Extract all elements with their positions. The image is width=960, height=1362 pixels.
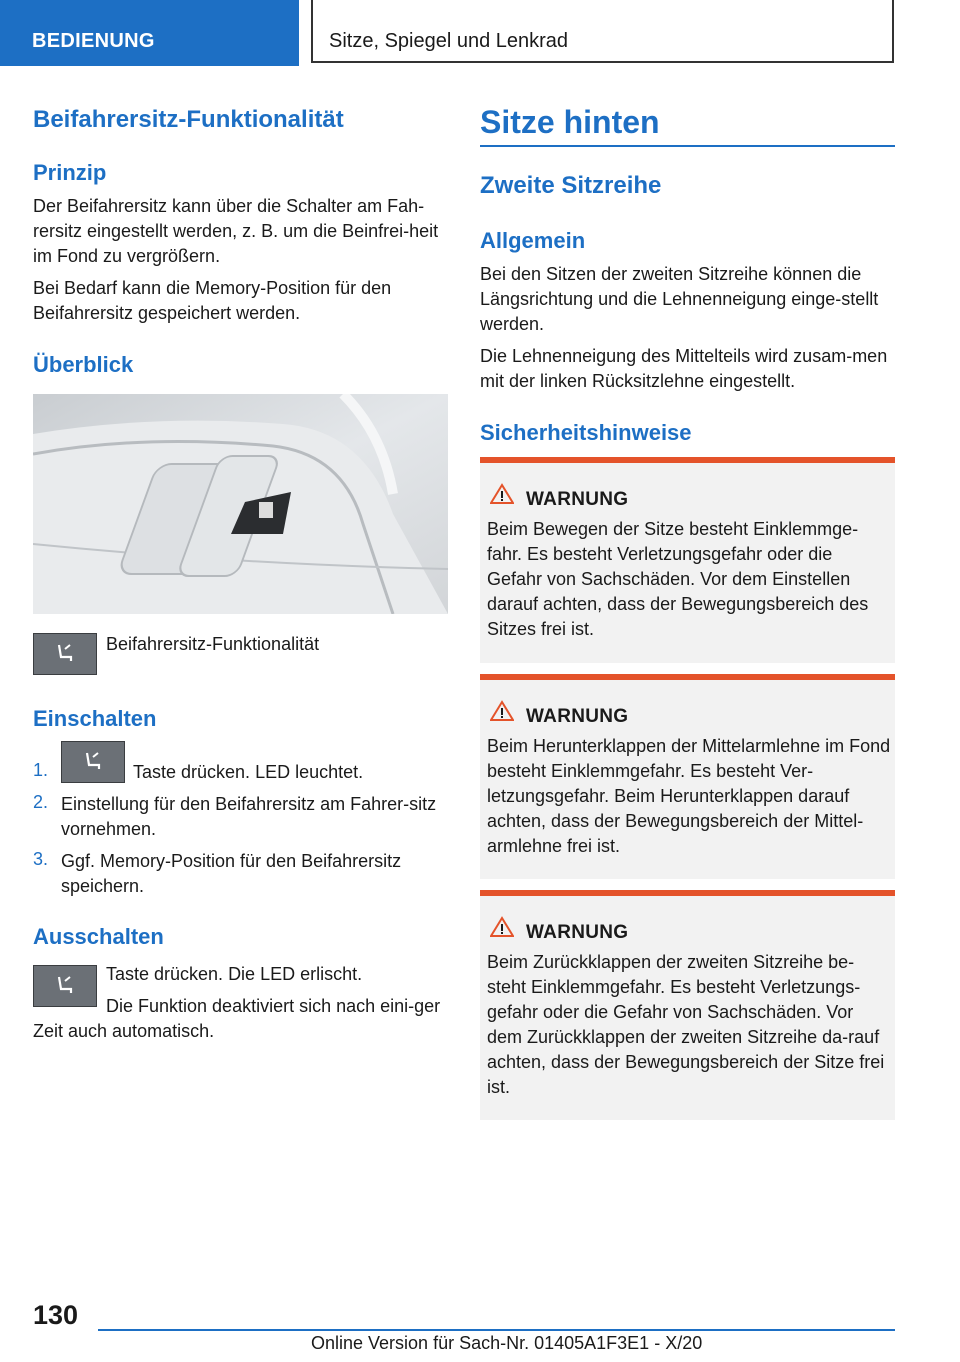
- seat-button-icon: [33, 633, 97, 675]
- warning-box: [480, 674, 895, 879]
- warning-box: [480, 890, 895, 1120]
- ausschalten-paragraph-2: Die Funktion deaktiviert sich nach eini-ger Zeit auch automatisch.: [33, 996, 441, 1041]
- einschalten-heading: Einschalten: [33, 706, 157, 731]
- ausschalten-paragraph-1: Taste drücken. Die LED erlischt.: [106, 964, 363, 984]
- image-caption: Beifahrersitz-Funktionalität: [106, 634, 320, 654]
- warning-triangle-icon: [490, 483, 514, 505]
- section-label: BEDIENUNG: [32, 30, 155, 52]
- prinzip-heading: Prinzip: [33, 160, 107, 185]
- step-text: Ggf. Memory-Position für den Beifahrersitz speichern.: [61, 851, 402, 896]
- ueberblick-heading: Überblick: [33, 352, 134, 377]
- warning-title: WARNUNG: [526, 922, 629, 943]
- section-title: Beifahrersitz-Funktionalität: [33, 106, 344, 133]
- allgemein-heading: Allgemein: [480, 228, 586, 253]
- prinzip-paragraph-2: Bei Bedarf kann die Memory-Position für den Beifahrersitz gespeichert werden.: [33, 278, 392, 323]
- main-title: Sitze hinten: [480, 104, 660, 140]
- door-panel-illustration: [33, 394, 448, 614]
- step-number: 3.: [33, 849, 49, 869]
- ausschalten-heading: Ausschalten: [33, 924, 164, 949]
- page-number: 130: [33, 1300, 79, 1330]
- warning-title: WARNUNG: [526, 489, 629, 510]
- sicherheit-heading: Sicherheitshinweise: [480, 420, 692, 445]
- section-tab: [0, 0, 299, 66]
- sub-heading: Zweite Sitzreihe: [480, 172, 662, 199]
- step-number: 2.: [33, 792, 49, 812]
- warning-title: WARNUNG: [526, 706, 629, 727]
- seat-button-icon: [61, 741, 125, 783]
- warning-text: Beim Zurückklappen der zweiten Sitzreihe be-steht Einklemmgefahr. Es besteht Verletzungs-gefahr oder die Gefahr von Sachschäden. Vor dem Zurückklappen der zweiten Sitzreihe da-rauf achten, dass der Bewegungsbereich der Sitze frei ist.: [487, 952, 885, 1097]
- footer-rule: [98, 1329, 895, 1331]
- step-text: Einstellung für den Beifahrersitz am Fahrer-sitz vornehmen.: [61, 794, 437, 839]
- allgemein-paragraph-2: Die Lehnenneigung des Mittelteils wird zusam-men mit der linken Rücksitzlehne eingestellt.: [480, 346, 888, 391]
- step-number: 1.: [33, 760, 49, 780]
- chapter-label: Sitze, Spiegel und Lenkrad: [329, 30, 569, 52]
- warning-triangle-icon: [490, 916, 514, 938]
- seat-switch-photo: [33, 394, 448, 614]
- allgemein-paragraph-1: Bei den Sitzen der zweiten Sitzreihe können die Längsrichtung und die Lehnenneigung einge-stellt werden.: [480, 264, 879, 334]
- title-rule: [480, 145, 895, 147]
- step-text: Taste drücken. LED leuchtet.: [133, 762, 364, 782]
- warning-text: Beim Bewegen der Sitze besteht Einklemmge-fahr. Es besteht Verletzungsgefahr oder die Gefahr von Sachschäden. Vor dem Einstellen darauf achten, dass der Bewegungsbereich des Sitzes frei ist.: [487, 519, 869, 639]
- warning-triangle-icon: [490, 700, 514, 722]
- footer-version-text: Online Version für Sach-Nr. 01405A1F3E1 - X/20: [311, 1333, 703, 1353]
- warning-text: Beim Herunterklappen der Mittelarmlehne im Fond besteht Einklemmgefahr. Es besteht Ver-letzungsgefahr. Beim Herunterklappen darauf achten, dass der Bewegungsbereich der Mittel-armlehne frei ist.: [487, 736, 891, 856]
- prinzip-paragraph-1: Der Beifahrersitz kann über die Schalter am Fah-rersitz eingestellt werden, z. B. um die Beinfrei-heit im Fond zu vergrößern.: [33, 196, 439, 266]
- warning-box: [480, 457, 895, 663]
- chapter-tab: [311, 0, 894, 63]
